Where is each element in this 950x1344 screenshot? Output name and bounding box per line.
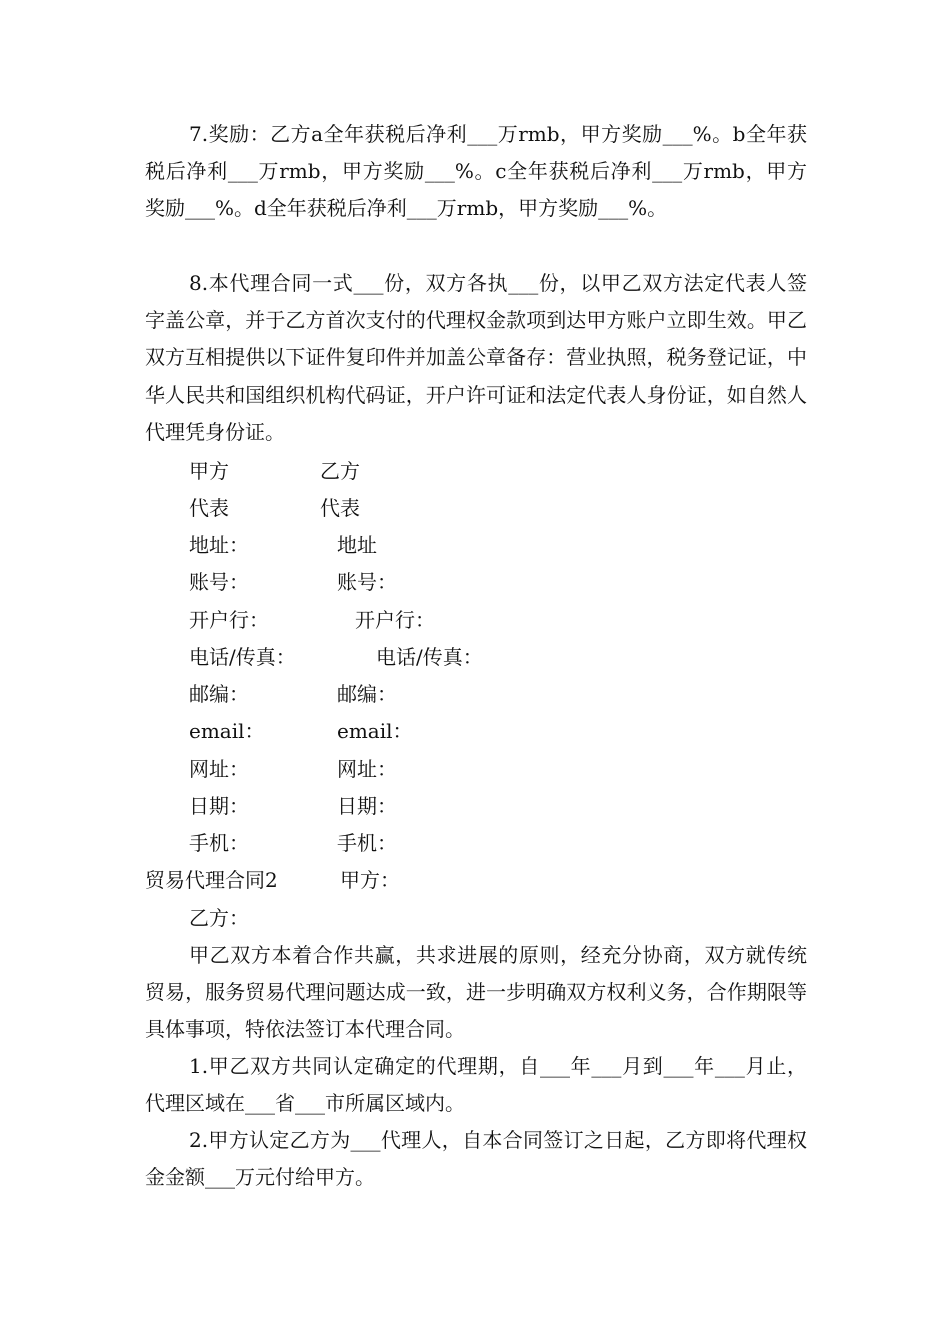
party-b-address: 地址	[337, 533, 377, 557]
contract-2-party-b: 乙方：	[189, 906, 249, 930]
clause-7-reward: 7.奖励：乙方a全年获税后净利___万rmb，甲方奖励___%。b全年获税后净利___万rmb，甲方奖励___%。c全年获税后净利___万rmb，甲方奖励___%。d全年获税后净利___万rmb，甲方奖励___%。	[145, 122, 807, 221]
party-a-zip: 邮编：	[189, 682, 249, 706]
clause-2-appointment: 2.甲方认定乙方为___代理人，自本合同签订之日起，乙方即将代理权金金额___万元付给甲方。	[145, 1128, 807, 1190]
party-b-label: 乙方	[320, 459, 360, 483]
party-a-website: 网址：	[189, 757, 249, 781]
party-b-mobile: 手机：	[337, 831, 397, 855]
party-b-website: 网址：	[337, 757, 397, 781]
party-a-label: 甲方	[189, 459, 229, 483]
party-b-representative: 代表	[320, 496, 360, 520]
party-b-bank: 开户行：	[355, 608, 435, 632]
party-a-address: 地址：	[189, 533, 249, 557]
contract-2-title: 贸易代理合同2	[145, 868, 278, 892]
party-a-phone-fax: 电话/传真：	[189, 645, 296, 669]
party-a-mobile: 手机：	[189, 831, 249, 855]
party-b-account: 账号：	[337, 570, 397, 594]
clause-8-copies: 8.本代理合同一式___份，双方各执___份，以甲乙双方法定代表人签字盖公章，并于乙方首次支付的代理权金款项到达甲方账户立即生效。甲乙双方互相提供以下证件复印件并加盖公章备存：营业执照，税务登记证，中华人民共和国组织机构代码证，开户许可证和法定代表人身份证，如自然人代理凭身份证。	[145, 271, 807, 444]
party-b-zip: 邮编：	[337, 682, 397, 706]
party-b-email: email：	[337, 719, 413, 743]
party-a-account: 账号：	[189, 570, 249, 594]
clause-1-period: 1.甲乙双方共同认定确定的代理期，自___年___月到___年___月止，代理区域在___省___市所属区域内。	[145, 1054, 807, 1116]
party-a-representative: 代表	[189, 496, 229, 520]
contract-2-party-a: 甲方：	[340, 868, 400, 892]
party-a-email: email：	[189, 719, 265, 743]
party-b-phone-fax: 电话/传真：	[376, 645, 483, 669]
party-a-date: 日期：	[189, 794, 249, 818]
party-b-date: 日期：	[337, 794, 397, 818]
party-a-bank: 开户行：	[189, 608, 269, 632]
contract-2-intro: 甲乙双方本着合作共赢，共求进展的原则，经充分协商，双方就传统贸易，服务贸易代理问题达成一致，进一步明确双方权利义务，合作期限等具体事项，特依法签订本代理合同。	[145, 943, 807, 1042]
